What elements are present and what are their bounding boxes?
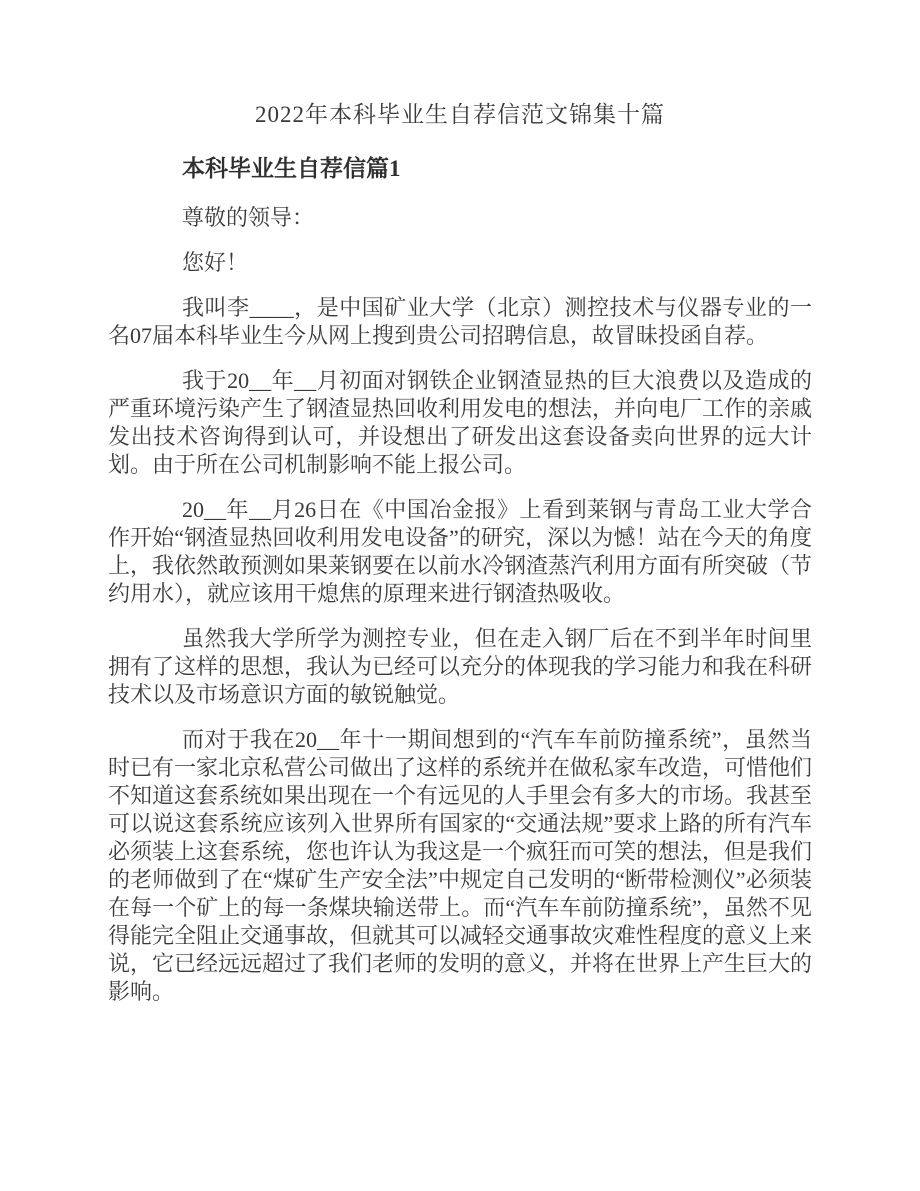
- greeting-line: 您好！: [182, 250, 249, 275]
- salutation-line: 尊敬的领导：: [182, 205, 315, 230]
- body-paragraph-slag-idea: 我于20__年__月初面对钢铁企业钢渣显热的巨大浪费以及造成的严重环境污染产生了钢渣显热回收利用发电的想法，并向电厂工作的亲戚发出技术咨询得到认可，并设想出了研发出这套设备卖向世界的远大计划。由于所在公司机制影响不能上报公司。: [108, 368, 813, 477]
- body-paragraph-learning-ability: 虽然我大学所学为测控专业，但在走入钢厂后在不到半年时间里拥有了这样的思想，我认为已经可以充分的体现我的学习能力和我在科研技术以及市场意识方面的敏锐触觉。: [108, 626, 813, 707]
- body-paragraph-metallurgy-news: 20__年__月26日在《中国冶金报》上看到莱钢与青岛工业大学合作开始“钢渣显热回收利用发电设备”的研究，深以为憾！站在今天的角度上，我依然敢预测如果莱钢要在以前水冷钢渣蒸汽利用方面有所突破（节约用水），就应该用干熄焦的原理来进行钢渣热吸收。: [108, 497, 813, 606]
- section-heading: 本科毕业生自荐信篇1: [182, 156, 401, 181]
- body-paragraph-intro: 我叫李____，是中国矿业大学（北京）测控技术与仪器专业的一名07届本科毕业生今从网上搜到贵公司招聘信息，故冒昧投函自荐。: [108, 295, 812, 348]
- document-title: 2022年本科毕业生自荐信范文锦集十篇: [255, 102, 665, 127]
- body-paragraph-collision-system: 而对于我在20__年十一期间想到的“汽车车前防撞系统”，虽然当时已有一家北京私营公司做出了这样的系统并在做私家车改造，可惜他们不知道这套系统如果出现在一个有远见的人手里会有多大的市场。我甚至可以说这套系统应该列入世界所有国家的“交通法规”要求上路的所有汽车必须装上这套系统，您也许认为我这是一个疯狂而可笑的想法，但是我们的老师做到了在“煤矿生产安全法”中规定自己发明的“断带检测仪”必须装在每一个矿上的每一条煤块输送带上。而“汽车车前防撞系统”，虽然不见得能完全阻止交通事故，但就其可以减轻交通事故灾难性程度的意义上来说，它已经远远超过了我们老师的发明的意义，并将在世界上产生巨大的影响。: [108, 727, 813, 1004]
